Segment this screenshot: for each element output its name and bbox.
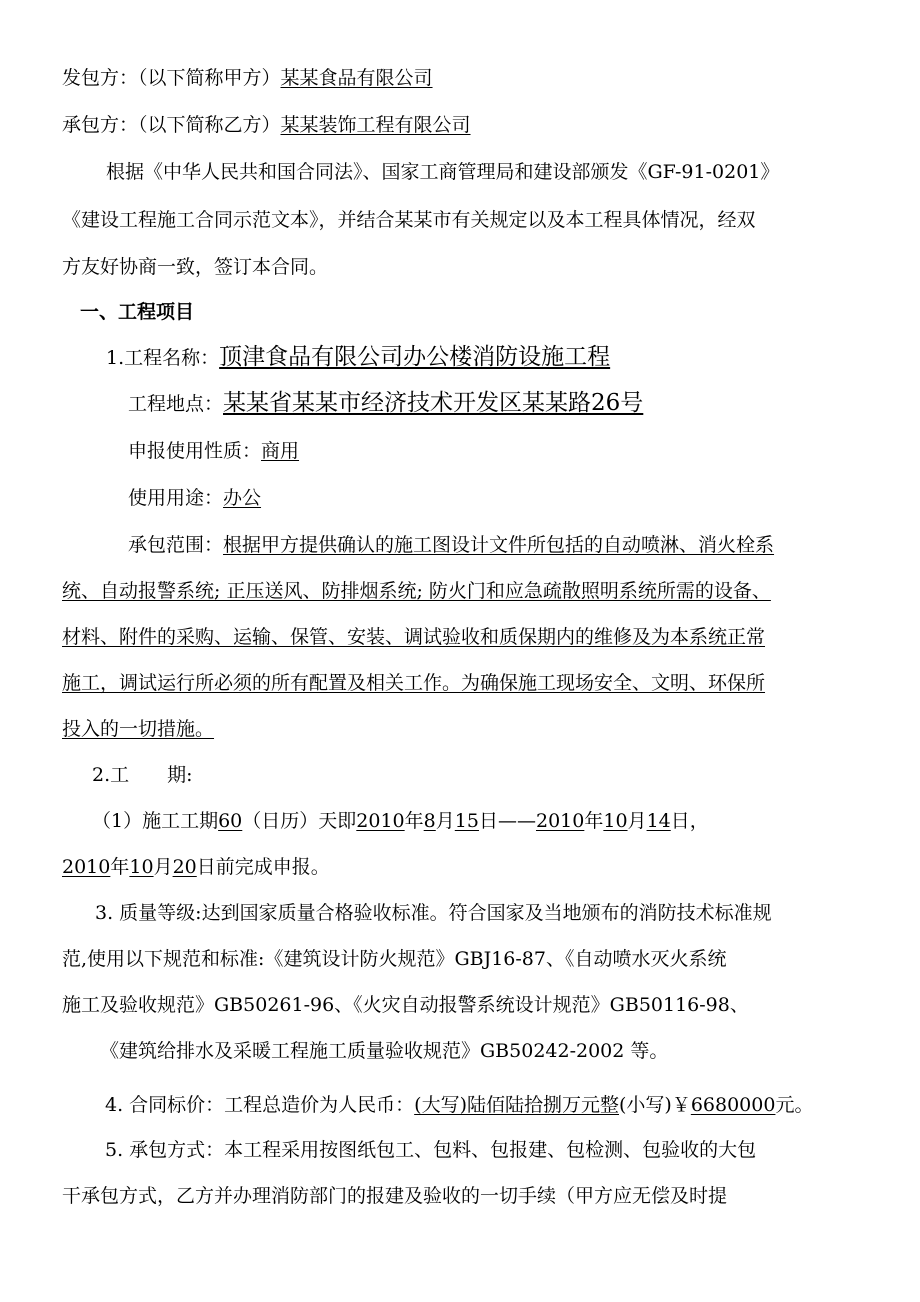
start-year: 2010 [356, 810, 405, 832]
employer-name: 某某食品有限公司 [280, 67, 433, 89]
schedule-text: 月 [627, 810, 647, 832]
report-year: 2010 [62, 856, 111, 878]
method-line-1: 5. 承包方式：本工程采用按图纸包工、包料、包报建、包检测、包验收的大包 [105, 1139, 757, 1161]
price-amount: 6680000 [690, 1094, 776, 1116]
schedule-text: 月 [153, 856, 173, 878]
location-label: 工程地点： [128, 393, 224, 415]
schedule-text: 日—— [478, 810, 536, 832]
location-line [128, 388, 643, 419]
schedule-text: 年 [404, 810, 424, 832]
usage-value: 办公 [223, 487, 262, 509]
quality-line-3: 施工及验收规范》GB50261-96、《火灾自动报警系统设计规范》GB50116-98、 [62, 994, 749, 1016]
usage-label: 使用用途： [128, 487, 224, 509]
scope-text-4: 施工，调试运行所必须的所有配置及相关工作。为确保施工现场安全、文明、环保所 [62, 672, 766, 694]
schedule-line-1 [92, 806, 709, 836]
start-month: 8 [423, 810, 436, 832]
report-day: 20 [172, 856, 197, 878]
scope-text-5: 投入的一切措施。 [62, 718, 215, 740]
schedule-text: （日历）天即 [242, 810, 357, 832]
schedule-text: 年 [584, 810, 604, 832]
price-line [105, 1090, 813, 1120]
section-heading-project: 一、工程项目 [80, 301, 195, 323]
employer-line [62, 63, 433, 93]
preamble-line-2: 《建设工程施工合同示范文本》，并结合某某市有关规定以及本工程具体情况，经双 [62, 209, 756, 231]
schedule-text: 日前完成申报。 [196, 856, 330, 878]
nature-line [128, 436, 299, 466]
quality-line-1: 3. 质量等级:达到国家质量合格验收标准。符合国家及当地颁布的消防技术标准规 [95, 902, 772, 924]
schedule-text: 日， [670, 810, 709, 832]
end-year: 2010 [535, 810, 585, 832]
report-month: 10 [129, 856, 154, 878]
schedule-days: 60 [218, 810, 243, 832]
scope-label: 承包范围： [128, 534, 224, 556]
schedule-line-2 [62, 852, 330, 882]
end-day: 14 [646, 810, 671, 832]
usage-line [128, 483, 261, 513]
project-name-label: 1.工程名称： [106, 347, 220, 369]
contractor-line [62, 110, 471, 140]
schedule-heading: 2.工 期: [92, 764, 193, 786]
scope-text-3: 材料、附件的采购、运输、保管、安装、调试验收和质保期内的维修及为本系统正常 [62, 626, 766, 648]
contractor-label: 承包方：（以下简称乙方） [62, 114, 281, 136]
price-unit: 元。 [775, 1094, 814, 1116]
schedule-text: 月 [435, 810, 455, 832]
price-label: 4. 合同标价：工程总造价为人民币： [105, 1094, 415, 1116]
project-name-line [106, 342, 610, 373]
scope-text-1: 根据甲方提供确认的施工图设计文件所包括的自动喷淋、消火栓系 [223, 534, 775, 556]
contractor-name: 某某装饰工程有限公司 [280, 114, 471, 136]
location: 某某省某某市经济技术开发区某某路26号 [223, 390, 644, 416]
project-name: 顶津食品有限公司办公楼消防设施工程 [219, 344, 611, 370]
scope-text-2: 统、自动报警系统; 正压送风、防排烟系统; 防火门和应急疏散照明系统所需的设备、 [62, 580, 771, 602]
preamble-line-3: 方友好协商一致，签订本合同。 [62, 256, 329, 278]
schedule-prefix: （1）施工工期 [92, 810, 219, 832]
employer-label: 发包方：（以下简称甲方） [62, 67, 281, 89]
quality-line-4: 《建筑给排水及采暖工程施工质量验收规范》GB50242-2002 等。 [100, 1040, 669, 1062]
preamble-line-1: 根据《中华人民共和国合同法》、国家工商管理局和建设部颁发《GF-91-0201》 [106, 161, 780, 183]
scope-line-1 [128, 530, 774, 560]
quality-line-2: 范,使用以下规范和标准:《建筑设计防火规范》GBJ16-87、《自动喷水灭火系统 [62, 948, 727, 970]
nature-label: 申报使用性质： [128, 440, 262, 462]
nature-value: 商用 [261, 440, 300, 462]
method-line-2: 干承包方式，乙方并办理消防部门的报建及验收的一切手续（甲方应无偿及时提 [62, 1185, 728, 1207]
end-month: 10 [603, 810, 628, 832]
price-upper: (大写)陆佰陆拾捌万元整 [414, 1094, 619, 1116]
start-day: 15 [454, 810, 479, 832]
schedule-text: 年 [110, 856, 130, 878]
price-small-label: (小写)￥ [619, 1094, 691, 1116]
